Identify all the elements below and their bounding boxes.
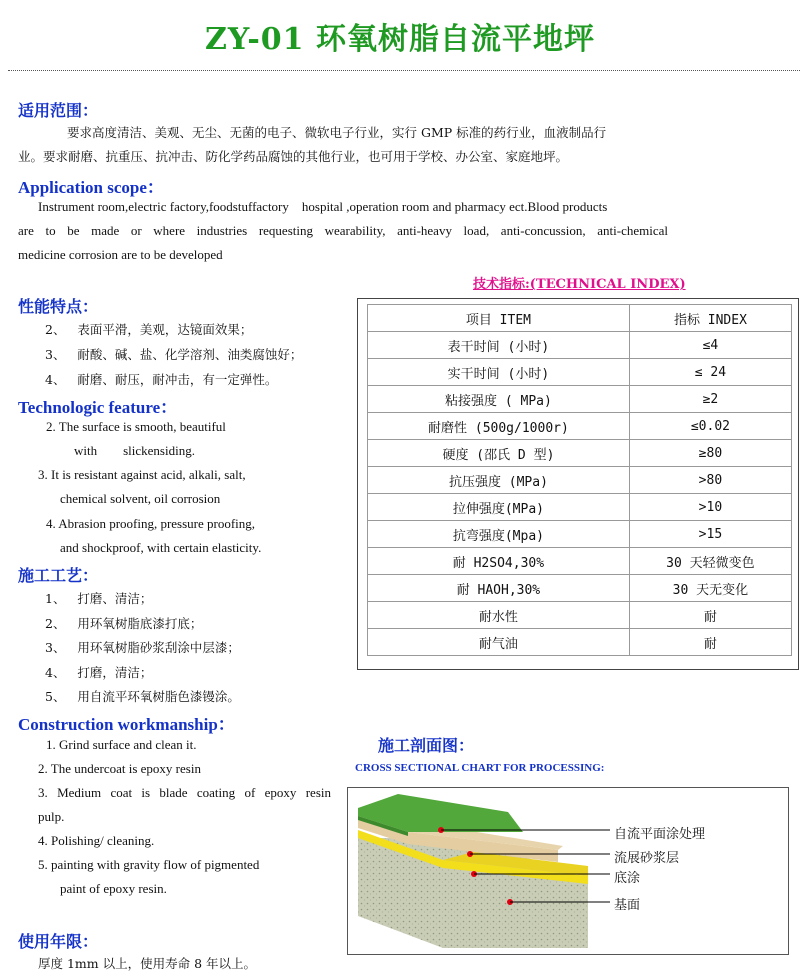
construction-item: 2、 用环氧树脂底漆打底； (45, 616, 203, 631)
table-row (368, 332, 792, 359)
label-base: 基面 (614, 898, 641, 913)
technical-index-title: 技术指标:(TECHNICAL INDEX) (473, 277, 686, 292)
features-heading: 性能特点： (18, 297, 99, 316)
table-row (368, 602, 792, 629)
construction-en-item: 5. painting with gravity flow of pigmented (38, 857, 260, 872)
row-item: 耐 H2SO4,30% (368, 548, 630, 575)
life-text: 厚度 1mm 以上，使用寿命 8 年以上。 (38, 956, 257, 971)
construction-item: 5、 用自流平环氧树脂色漆镘涂。 (45, 689, 240, 704)
feature-en-item: with slickensiding. (74, 443, 195, 458)
row-value: ≤4 (629, 332, 791, 359)
row-value: >10 (629, 494, 791, 521)
row-value: 30 天无变化 (629, 575, 791, 602)
features-en-heading: Technologic feature： (18, 398, 178, 417)
row-value: ≤ 24 (629, 359, 791, 386)
row-item: 表干时间 (小时) (368, 332, 630, 359)
label-mortar: 流展砂浆层 (614, 851, 680, 866)
row-value: >15 (629, 521, 791, 548)
table-row (368, 467, 792, 494)
construction-en-item: 3. Medium coat is blade coating of epoxy resin (38, 785, 331, 800)
feature-en-item: 4. Abrasion proofing, pressure proofing, (46, 516, 256, 531)
row-item: 拉伸强度(MPa) (368, 494, 630, 521)
table-row (368, 548, 792, 575)
table-row (368, 575, 792, 602)
feature-item: 4、 耐磨、耐压，耐冲击，有一定弹性。 (45, 372, 278, 387)
row-item: 耐水性 (368, 602, 630, 629)
row-item: 硬度 (邵氏 D 型) (368, 440, 630, 467)
table-row (368, 440, 792, 467)
scope-cn-line1: 要求高度清洁、美观、无尘、无菌的电子、微软电子行业，实行 GMP 标准的药行业，血液制品行 (67, 125, 607, 140)
header-index: 指标 INDEX (629, 305, 791, 332)
table-row (368, 521, 792, 548)
row-item: 粘接强度 ( MPa) (368, 386, 630, 413)
life-heading: 使用年限： (18, 932, 99, 951)
scope-en-line1: Instrument room,electric factory,foodstuffactory hospital ,operation room and pharmacy ect.Blood products (38, 199, 608, 214)
header-item: 项目 ITEM (368, 305, 630, 332)
row-value: 30 天轻微变色 (629, 548, 791, 575)
row-item: 耐 HAOH,30% (368, 575, 630, 602)
table-row (368, 413, 792, 440)
row-item: 抗压强度 (MPa) (368, 467, 630, 494)
cross-section-subtitle: CROSS SECTIONAL CHART FOR PROCESSING: (355, 762, 605, 774)
technical-index-table (367, 304, 792, 656)
label-primer: 底涂 (614, 871, 641, 886)
cross-section-illustration (348, 788, 786, 952)
page-title: ZY-01 环氧树脂自流平地坪 (205, 22, 595, 57)
scope-en-heading: Application scope： (18, 178, 164, 197)
construction-item: 1、 打磨、清洁； (45, 591, 153, 606)
row-value: ≥80 (629, 440, 791, 467)
construction-heading: 施工工艺： (18, 566, 99, 585)
feature-en-item: chemical solvent, oil corrosion (60, 491, 221, 506)
construction-en-item: pulp. (38, 809, 65, 824)
label-topcoat: 自流平面涂处理 (614, 827, 706, 842)
construction-en-item: 4. Polishing/ cleaning. (38, 833, 155, 848)
row-value: >80 (629, 467, 791, 494)
table-row (368, 359, 792, 386)
feature-en-item: 2. The surface is smooth, beautiful (46, 419, 226, 434)
row-value: 耐 (629, 602, 791, 629)
row-item: 抗弯强度(Mpa) (368, 521, 630, 548)
feature-en-item: and shockproof, with certain elasticity. (60, 540, 262, 555)
scope-en-line3: medicine corrosion are to be developed (18, 247, 223, 262)
feature-en-item: 3. It is resistant against acid, alkali, salt, (38, 467, 246, 482)
cross-section-title: 施工剖面图： (378, 736, 475, 755)
row-value: ≤0.02 (629, 413, 791, 440)
scope-cn-line2: 业。要求耐磨、抗重压、抗冲击、防化学药品腐蚀的其他行业，也可用于学校、办公室、家庭地坪。 (18, 149, 569, 164)
feature-item: 3、 耐酸、碱、盐、化学溶剂、油类腐蚀好； (45, 347, 303, 362)
row-item: 实干时间 (小时) (368, 359, 630, 386)
table-header-row (368, 305, 792, 332)
row-value: 耐 (629, 629, 791, 656)
construction-en-item: 1. Grind surface and clean it. (46, 737, 197, 752)
title-divider (8, 70, 800, 71)
table-row (368, 629, 792, 656)
feature-item: 2、 表面平滑，美观，达镜面效果； (45, 322, 253, 337)
scope-en-line2: are to be made or where industries requesting wearability, anti-heavy load, anti-concussion, anti-chemical (18, 223, 668, 238)
row-value: ≥2 (629, 386, 791, 413)
scope-heading: 适用范围： (18, 101, 99, 120)
construction-en-heading: Construction workmanship： (18, 715, 235, 734)
construction-item: 4、 打磨，清洁； (45, 665, 153, 680)
construction-en-item: 2. The undercoat is epoxy resin (38, 761, 201, 776)
row-item: 耐磨性 (500g/1000r) (368, 413, 630, 440)
construction-item: 3、 用环氧树脂砂浆刮涂中层漆； (45, 640, 240, 655)
table-row (368, 386, 792, 413)
row-item: 耐气油 (368, 629, 630, 656)
table-row (368, 494, 792, 521)
construction-en-item: paint of epoxy resin. (60, 881, 167, 896)
